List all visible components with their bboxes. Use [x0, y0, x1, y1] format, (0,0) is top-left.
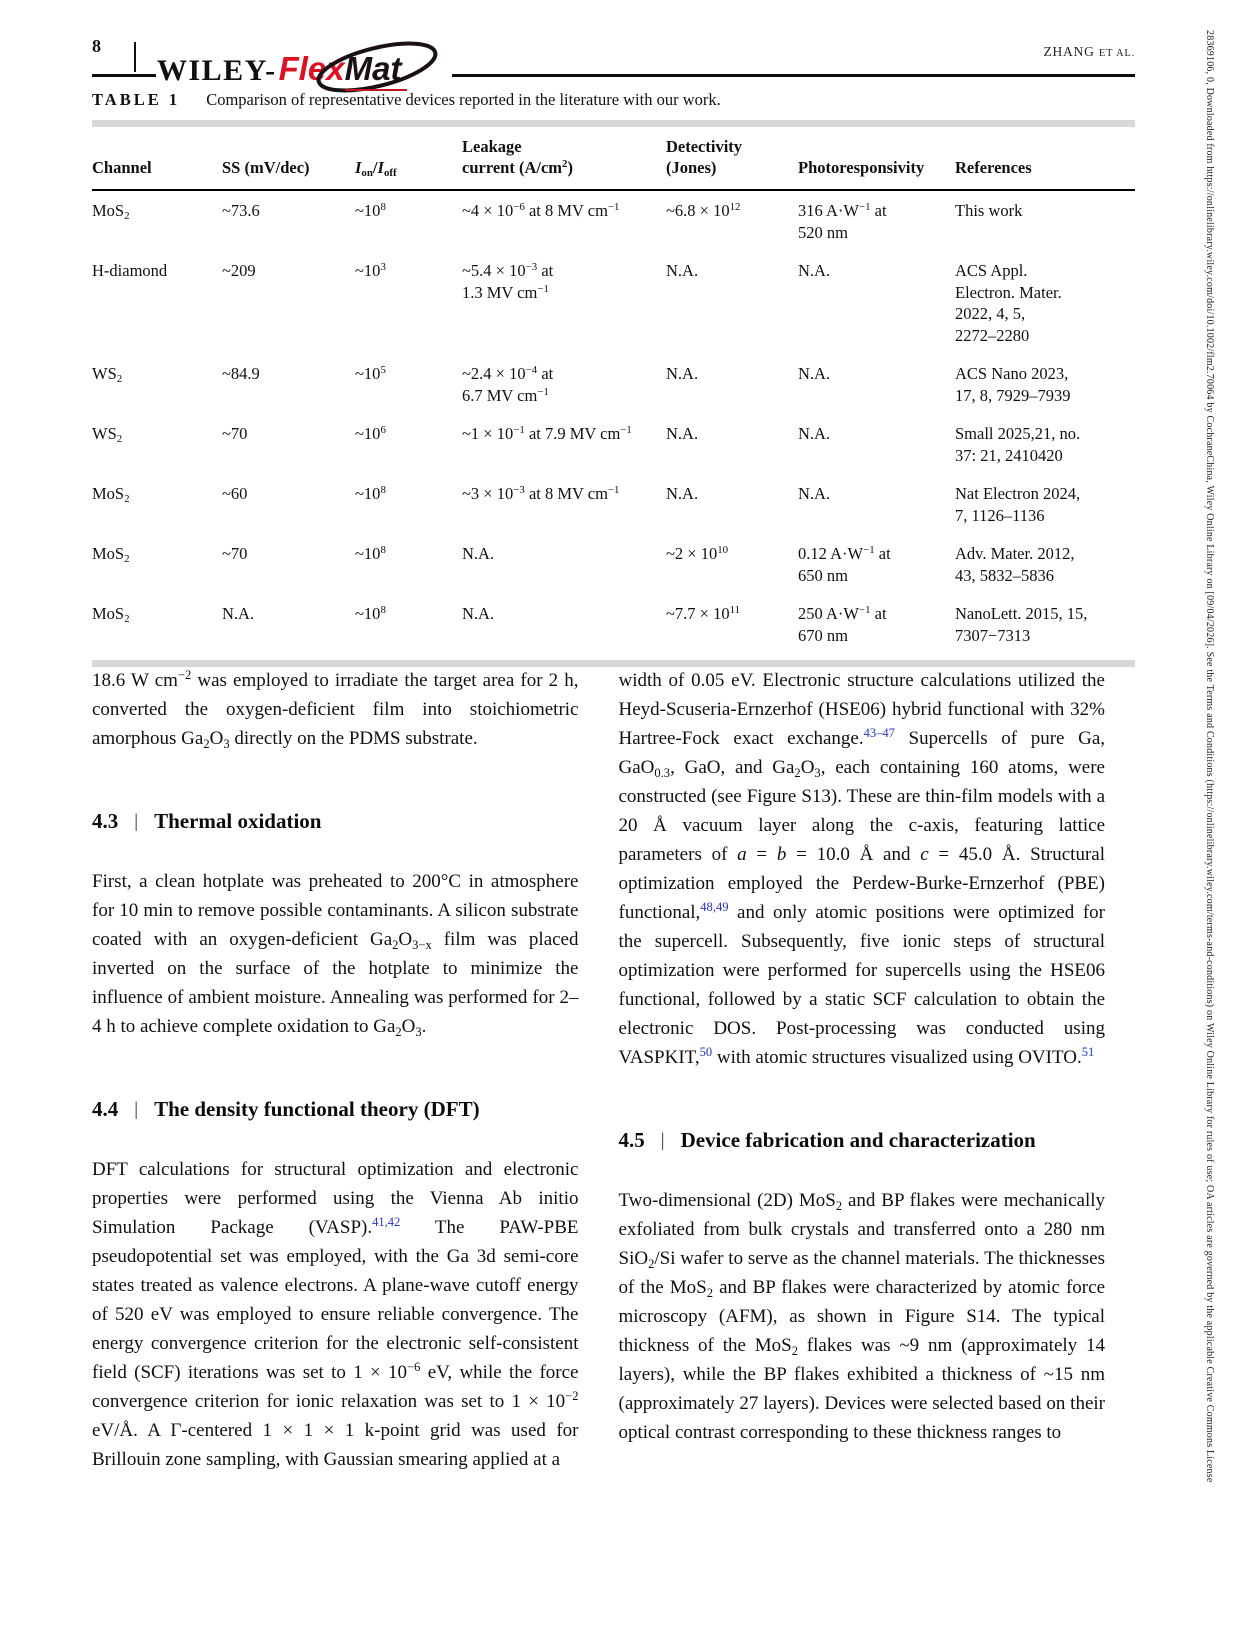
text-segment: ~1 × 10	[462, 424, 514, 443]
heading-number: 4.4	[92, 1097, 119, 1121]
text-segment: 8	[380, 484, 386, 497]
table-cell	[955, 260, 1135, 346]
text-segment: .	[421, 1016, 427, 1037]
running-head	[1043, 44, 1135, 60]
text-segment: SS (mV/dec)	[222, 158, 310, 177]
text-segment: ~70	[222, 424, 248, 443]
text-segment: at	[537, 364, 554, 383]
text-segment: film was placed inverted on the surface of the hotplate to minimize the influence of ambient moisture. Annealing was performed for 2–4 h to achieve complete oxidation to Ga	[92, 929, 579, 1037]
wiley-flexmat-logo	[157, 50, 402, 88]
text-segment: Adv. Mater. 2012,	[955, 544, 1075, 563]
table-caption	[92, 90, 721, 110]
table-cell	[355, 200, 462, 243]
table-cell	[462, 363, 666, 406]
heading-number: 4.5	[618, 1128, 645, 1152]
text-segment: 2	[124, 493, 130, 506]
left-column	[92, 666, 579, 1474]
text-segment: = 10.0 Å and	[786, 844, 921, 865]
table-cell	[222, 363, 355, 406]
table-cell	[666, 363, 798, 406]
text-segment: 670 nm	[798, 625, 848, 645]
text-segment: at 8 MV cm	[524, 201, 608, 220]
text-segment: 3−x	[412, 937, 432, 952]
text-segment: ~2 × 10	[666, 544, 718, 563]
text-segment: 7, 1126–1136	[955, 505, 1045, 525]
table-cell	[462, 543, 666, 586]
table-cell	[666, 200, 798, 243]
text-segment: at	[537, 261, 554, 280]
text-segment: with atomic structures visualized using OVITO.	[712, 1047, 1082, 1068]
text-segment: 8	[380, 544, 386, 557]
table-row	[92, 594, 1135, 654]
text-segment: N.A.	[798, 364, 831, 383]
text-segment: −6	[513, 201, 525, 214]
text-segment: ~10	[355, 544, 381, 563]
table-cell	[222, 603, 355, 646]
table-cell	[355, 483, 462, 526]
text-segment: 2272–2280	[955, 325, 1030, 345]
text-segment: −1	[620, 424, 632, 437]
text-segment: 2	[124, 613, 130, 626]
table-row	[92, 251, 1135, 354]
text-segment: N.A.	[666, 424, 699, 443]
table-cell	[222, 200, 355, 243]
text-segment: −6	[407, 1360, 421, 1375]
body-columns	[92, 666, 1105, 1474]
text-segment: = 45.0 Å. Structural optimization employed the Perdew-Burke-Ernzerhof (PBE) functional,	[618, 844, 1105, 923]
paragraph	[92, 666, 579, 753]
text-segment: −1	[513, 424, 525, 437]
table-cell	[798, 260, 955, 346]
text-segment: 3	[223, 736, 230, 751]
text-segment: directly on the PDMS substrate.	[229, 728, 478, 749]
text-segment: O	[209, 728, 224, 749]
text-segment: References	[955, 158, 1032, 177]
table-caption-text: Comparison of representative devices reported in the literature with our work.	[206, 90, 721, 109]
text-segment: c	[920, 844, 929, 865]
table-cell	[666, 603, 798, 646]
text-segment: 2	[395, 1024, 402, 1039]
text-segment: 2	[835, 1198, 843, 1213]
text-segment: This work	[955, 201, 1023, 220]
text-segment: 17, 8, 7929–7939	[955, 385, 1071, 405]
text-segment: 8	[380, 201, 386, 214]
text-segment: 6.7 MV cm	[462, 385, 538, 405]
section-heading	[92, 807, 579, 837]
text-segment: 3	[814, 765, 821, 780]
text-segment: H-diamond	[92, 261, 168, 280]
text-segment: 520 nm	[798, 222, 848, 242]
text-segment: 2	[562, 158, 568, 171]
table-cell	[955, 543, 1135, 586]
text-segment: 3	[415, 1024, 422, 1039]
text-segment: −1	[863, 544, 875, 557]
text-segment: width of 0.05 eV. Electronic structure calculations utilized the Heyd-Scuseria-Ernzerhof (HSE06) hybrid functional with 32% Hartree-Fock exact exchange.	[618, 670, 1105, 749]
text-segment: 2	[116, 433, 123, 446]
text-segment: at 8 MV cm	[524, 484, 608, 503]
table-cell	[462, 200, 666, 243]
text-segment: eV, while the force convergence criterion for ionic relaxation was set to 1 × 10	[92, 1362, 579, 1412]
table-cell	[955, 423, 1135, 466]
text-segment: ~10	[355, 261, 381, 280]
text-segment: WS	[92, 424, 117, 443]
text-segment: 3	[380, 261, 386, 274]
table-cell	[798, 483, 955, 526]
text-segment: 2	[116, 373, 123, 386]
text-segment: and BP flakes were characterized by atomic force microscopy (AFM), as shown in Figure S14. The typical thickness of the MoS	[618, 1277, 1105, 1356]
text-segment: 2	[794, 765, 801, 780]
text-segment: 12	[729, 201, 741, 214]
text-segment: 2	[203, 736, 210, 751]
text-segment: 650 nm	[798, 565, 848, 585]
section-heading	[619, 1126, 1106, 1156]
table-cell	[798, 423, 955, 466]
paragraph	[619, 666, 1106, 1072]
text-segment: MoS	[92, 604, 125, 623]
text-segment: ~7.7 × 10	[666, 604, 730, 623]
paragraph	[619, 1186, 1106, 1447]
text-segment: 6	[380, 424, 386, 437]
right-column	[619, 666, 1106, 1474]
text-segment: ~70	[222, 544, 248, 563]
text-segment: MoS	[92, 544, 125, 563]
text-segment: MoS	[92, 484, 125, 503]
text-segment: −2	[177, 668, 192, 683]
table-row	[92, 191, 1135, 251]
table-header-row	[92, 127, 1135, 191]
text-segment: ~84.9	[222, 364, 260, 383]
table-cell	[355, 543, 462, 586]
text-segment: −1	[537, 385, 549, 398]
table-label: TABLE 1	[92, 90, 181, 109]
text-segment: The PAW-PBE pseudopotential set was employed, with the Ga 3d semi-core states treated as valence electrons. A plane-wave cutoff energy of 520 eV was employed to ensure reliable convergence. The energy convergence criterion for the electronic self-consistent field (SCF) iterations was set to 1 × 10	[92, 1217, 579, 1383]
paragraph	[92, 867, 579, 1041]
column-header	[666, 136, 798, 178]
text-segment: NanoLett. 2015, 15,	[955, 604, 1088, 623]
text-segment: ~10	[355, 604, 381, 623]
text-segment: ACS Appl.	[955, 261, 1028, 280]
text-segment: −1	[607, 484, 620, 497]
table-cell	[92, 483, 222, 526]
column-header	[462, 136, 666, 178]
text-segment: and BP flakes were mechanically exfoliated from bulk crystals and transferred onto a 280 nm SiO	[618, 1190, 1106, 1269]
table-row	[92, 474, 1135, 534]
text-segment: N.A.	[666, 484, 699, 503]
text-segment: N.A.	[666, 364, 699, 383]
text-segment: 10	[717, 544, 729, 557]
text-segment: ACS Nano 2023,	[955, 364, 1069, 383]
table-cell	[666, 483, 798, 526]
text-segment: Channel	[92, 158, 152, 177]
table-cell	[355, 363, 462, 406]
heading-title: Device fabrication and characterization	[680, 1128, 1036, 1152]
table-top-band	[92, 120, 1135, 127]
table-cell	[462, 483, 666, 526]
text-segment: )	[567, 158, 573, 177]
text-segment: Leakage	[462, 137, 522, 156]
text-segment: Electron. Mater.	[955, 282, 1062, 302]
citation-link[interactable]: 48,49	[700, 900, 729, 915]
text-segment: −1	[537, 282, 549, 295]
table-cell	[955, 483, 1135, 526]
header-divider	[134, 42, 136, 72]
text-segment: 5	[380, 364, 386, 377]
text-segment: −1	[858, 604, 871, 617]
text-segment: O	[401, 1016, 416, 1037]
text-segment: O	[800, 757, 815, 778]
text-segment: ~10	[355, 201, 381, 220]
table-cell	[92, 543, 222, 586]
table-cell	[798, 200, 955, 243]
table-cell	[92, 423, 222, 466]
column-header	[92, 157, 222, 178]
citation-link[interactable]: 41,42	[372, 1215, 401, 1230]
text-segment: 2	[124, 553, 130, 566]
table-cell	[222, 423, 355, 466]
table-cell	[222, 483, 355, 526]
text-segment: 2	[791, 1343, 798, 1358]
text-segment: 2	[648, 1256, 655, 1271]
heading-title: The density functional theory (DFT)	[154, 1097, 480, 1121]
table-cell	[222, 260, 355, 346]
text-segment: N.A.	[798, 424, 831, 443]
text-segment: current (A/cm	[462, 158, 563, 177]
heading-separator: |	[660, 1130, 665, 1151]
text-segment: 1.3 MV cm	[462, 282, 538, 302]
column-header	[955, 157, 1135, 178]
text-segment: −1	[607, 201, 620, 214]
text-segment: −4	[525, 364, 538, 377]
text-segment: 7307−7313	[955, 625, 1031, 645]
flex-text: Flex	[278, 50, 345, 87]
text-segment: and only atomic positions were optimized for the supercell. Subsequently, five ionic steps of structural optimization were performed for supercells using the HSE06 functional, followed by a static SCF calculation to obtain the electronic DOS. Post-processing was conducted using VASPKIT,	[618, 902, 1105, 1068]
text-segment: Photoresponsivity	[798, 158, 925, 177]
text-segment: b	[776, 844, 787, 865]
table-cell	[92, 260, 222, 346]
text-segment: 37: 21, 2410420	[955, 445, 1063, 465]
table-cell	[355, 260, 462, 346]
text-segment: was employed to irradiate the target area for 2 h, converted the oxygen-deficient film into stoichiometric amorphous Ga	[92, 670, 579, 749]
text-segment: ~3 × 10	[462, 484, 514, 503]
text-segment: Supercells of pure Ga, GaO	[618, 728, 1106, 778]
text-segment: , each containing 160 atoms, were constructed (see Figure S13). These are thin-film models with a 20 Å vacuum layer along the c-axis, featuring lattice parameters of	[618, 757, 1105, 865]
text-segment: Nat Electron 2024,	[955, 484, 1081, 503]
text-segment: First, a clean hotplate was preheated to 200°C in atmosphere for 10 min to remove possible contaminants. A silicon substrate coated with an oxygen-deficient Ga	[92, 871, 579, 950]
table-row	[92, 414, 1135, 474]
text-segment: on	[361, 167, 373, 180]
column-header	[222, 157, 355, 178]
text-segment: N.A.	[462, 544, 495, 563]
text-segment: ~10	[355, 364, 381, 383]
column-header	[798, 157, 955, 178]
text-segment: Two-dimensional (2D) MoS	[618, 1190, 836, 1211]
table-cell	[666, 423, 798, 466]
table-cell	[462, 423, 666, 466]
text-segment: /Si wafer to serve as the channel materials. The thicknesses of the MoS	[618, 1248, 1105, 1298]
section-heading	[92, 1095, 579, 1125]
text-segment: −2	[565, 1389, 579, 1404]
text-segment: 0.3	[654, 765, 671, 780]
wiley-wordmark: WILEY-	[157, 54, 277, 87]
text-segment: WS	[92, 364, 117, 383]
text-segment: at	[870, 201, 887, 220]
table-row	[92, 534, 1135, 594]
text-segment: ~60	[222, 484, 248, 503]
heading-separator: |	[134, 1099, 139, 1120]
header-rule-right	[452, 74, 1135, 77]
table-cell	[462, 603, 666, 646]
text-segment: 11	[729, 604, 741, 617]
text-segment: at	[874, 544, 891, 563]
text-segment: at	[870, 604, 887, 623]
text-segment: ~5.4 × 10	[462, 261, 526, 280]
text-segment: −3	[525, 261, 538, 274]
text-segment: =	[746, 844, 777, 865]
heading-number: 4.3	[92, 809, 119, 833]
text-segment: −3	[513, 484, 525, 497]
text-segment: N.A.	[462, 604, 495, 623]
text-segment: /	[372, 158, 378, 177]
text-segment: 2	[124, 210, 130, 223]
table-row	[92, 354, 1135, 414]
text-segment: DFT calculations for structural optimization and electronic properties were performed using the Vienna Ab initio Simulation Package (VASP).	[92, 1159, 579, 1238]
text-segment: 2	[706, 1285, 713, 1300]
citation-link[interactable]: 43–47	[863, 726, 895, 741]
text-segment: MoS	[92, 201, 125, 220]
text-segment: O	[398, 929, 413, 950]
table-cell	[666, 543, 798, 586]
text-segment: ~10	[355, 424, 381, 443]
text-segment: −1	[858, 201, 871, 214]
paragraph	[92, 1155, 579, 1474]
text-segment: I	[355, 158, 362, 177]
text-segment: a	[737, 844, 747, 865]
text-segment: 2022, 4, 5,	[955, 304, 1026, 323]
text-segment: ~6.8 × 10	[666, 201, 730, 220]
table-cell	[355, 603, 462, 646]
text-segment: 316 A·W	[798, 201, 859, 220]
text-segment: Small 2025,21, no.	[955, 424, 1081, 443]
heading-title: Thermal oxidation	[154, 809, 322, 833]
citation-link[interactable]: 50	[699, 1045, 713, 1060]
text-segment: 43, 5832–5836	[955, 565, 1054, 585]
comparison-table	[92, 120, 1135, 667]
sidebar-license-text: 28369106, 0, Downloaded from https://onlinelibrary.wiley.com/doi/10.1002/flm2.70064 by CochraneChina, Wiley Online Library on [09/04/2026]. See the Terms and Conditions (https://onlinelibrary.wiley.com/terms-and-conditions) on Wiley Online Library for rules of use; OA articles are governed by the applicable Creative Commons License	[1204, 30, 1215, 1483]
text-segment: flakes was ~9 nm (approximately 14 layers), while the BP flakes exhibited a thickness of ~15 nm (approximately 27 layers). Devices were selected based on their optical contrast corresponding to these thickness ranges to	[618, 1335, 1105, 1443]
running-head-etal: ET AL.	[1098, 48, 1135, 59]
text-segment: ~10	[355, 484, 381, 503]
text-segment: N.A.	[798, 261, 831, 280]
table-cell	[92, 363, 222, 406]
text-segment: N.A.	[222, 604, 255, 623]
table-cell	[955, 603, 1135, 646]
text-segment: eV/Å. A Γ-centered 1 × 1 × 1 k-point grid was used for Brillouin zone sampling, with Gaussian smearing applied at a	[92, 1420, 579, 1470]
table-cell	[798, 543, 955, 586]
text-segment: ~2.4 × 10	[462, 364, 526, 383]
table-cell	[92, 603, 222, 646]
text-segment: 8	[380, 604, 386, 617]
heading-separator: |	[134, 811, 139, 832]
text-segment: N.A.	[666, 261, 699, 280]
table-cell	[462, 260, 666, 346]
table-cell	[955, 363, 1135, 406]
table-cell	[355, 423, 462, 466]
text-segment: at 7.9 MV cm	[524, 424, 621, 443]
citation-link[interactable]: 51	[1081, 1045, 1095, 1060]
text-segment: 18.6 W cm	[92, 670, 178, 691]
flexmat-wordmark	[279, 50, 402, 88]
table-cell	[222, 543, 355, 586]
text-segment: (Jones)	[666, 158, 717, 177]
text-segment: , GaO, and Ga	[670, 757, 795, 778]
text-segment: off	[383, 167, 397, 180]
header-rule-left	[92, 74, 156, 77]
text-segment: 250 A·W	[798, 604, 859, 623]
text-segment: ~209	[222, 261, 256, 280]
text-segment: ~4 × 10	[462, 201, 514, 220]
table-cell	[798, 603, 955, 646]
table-cell	[955, 200, 1135, 243]
text-segment: ~73.6	[222, 201, 260, 220]
page-number: 8	[92, 36, 101, 56]
table-cell	[798, 363, 955, 406]
text-segment: N.A.	[798, 484, 831, 503]
column-header	[355, 157, 462, 178]
table-cell	[666, 260, 798, 346]
text-segment: I	[377, 158, 384, 177]
table-body	[92, 191, 1135, 660]
text-segment: 2	[392, 937, 399, 952]
table-cell	[92, 200, 222, 243]
text-segment: Detectivity	[666, 137, 743, 156]
mat-text: Mat	[344, 50, 402, 87]
running-head-author: ZHANG	[1043, 44, 1095, 59]
text-segment: 0.12 A·W	[798, 544, 864, 563]
